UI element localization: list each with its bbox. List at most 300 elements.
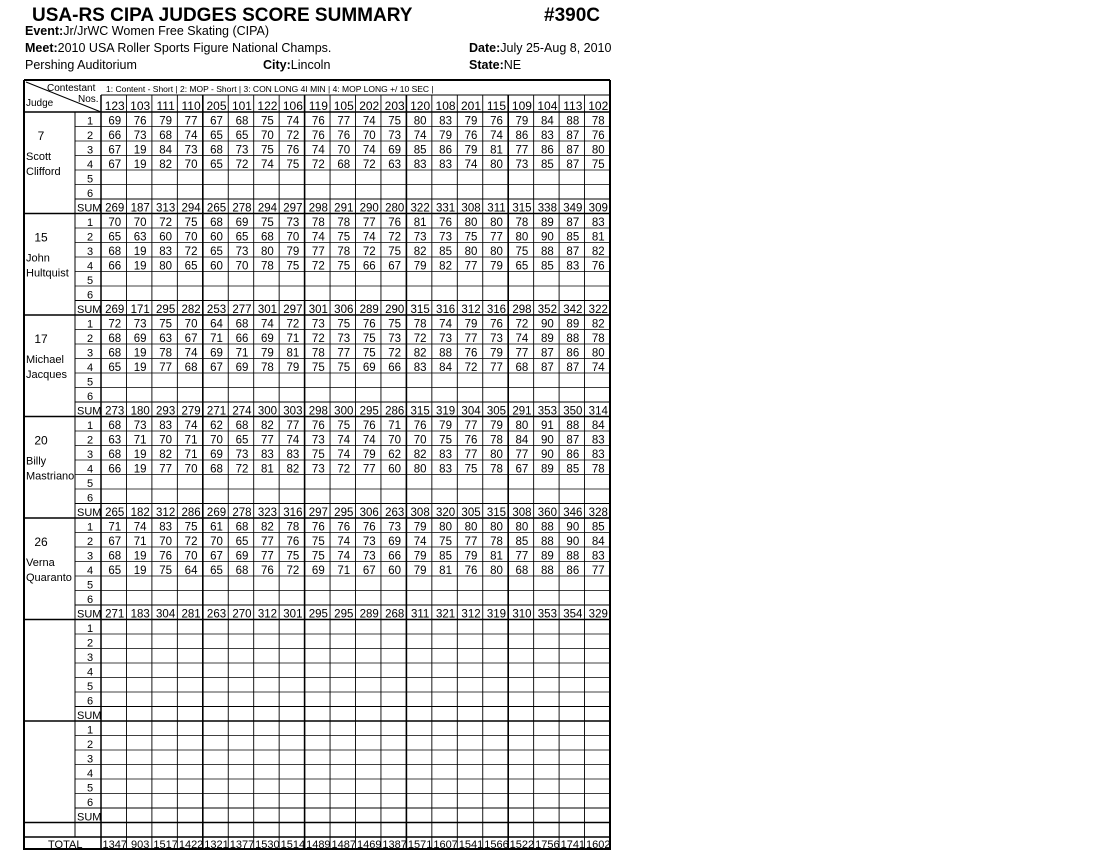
score-cell: 79 (490, 260, 503, 273)
score-cell: 84 (515, 434, 529, 447)
judge-first-name: John (26, 252, 50, 265)
total-label: TOTAL (48, 839, 83, 850)
row-label: 5 (86, 376, 94, 389)
score-cell: 83 (439, 449, 452, 461)
sum-cell: 353 (537, 608, 557, 621)
row-label: 4 (86, 565, 94, 577)
score-cell: 74 (515, 333, 529, 345)
score-cell: 83 (591, 217, 605, 229)
score-cell: 78 (311, 347, 325, 360)
sum-cell: 306 (359, 507, 379, 519)
score-cell: 78 (337, 246, 351, 258)
sum-cell: 322 (410, 202, 430, 215)
total-cell: 1741 (560, 839, 586, 850)
score-cell: 69 (388, 536, 402, 548)
score-cell: 75 (286, 260, 300, 273)
sum-cell: 304 (461, 405, 481, 418)
score-cell: 64 (210, 318, 223, 331)
score-cell: 78 (591, 333, 605, 345)
contestant-number: 104 (537, 99, 558, 113)
sum-cell: 312 (461, 304, 481, 316)
score-cell: 67 (184, 333, 198, 345)
score-cell: 77 (286, 420, 300, 432)
row-label: 6 (86, 188, 94, 200)
score-cell: 76 (464, 347, 478, 360)
score-cell: 65 (108, 231, 122, 244)
score-cell: 87 (566, 434, 580, 447)
sum-cell: 269 (105, 304, 125, 316)
sum-cell: 306 (334, 304, 354, 316)
score-cell: 90 (566, 521, 580, 534)
total-cell: 1387 (382, 839, 407, 850)
score-cell: 67 (210, 362, 223, 374)
sum-cell: 338 (537, 202, 557, 215)
score-cell: 70 (184, 550, 198, 563)
score-cell: 73 (184, 144, 198, 157)
row-label: 1 (86, 115, 94, 128)
score-cell: 84 (540, 115, 554, 128)
score-cell: 81 (490, 144, 503, 157)
row-label: 4 (86, 666, 94, 679)
sum-label: SUM (77, 405, 102, 418)
sum-cell: 315 (410, 304, 430, 316)
score-cell: 60 (210, 260, 223, 273)
score-cell: 76 (311, 420, 325, 432)
sum-cell: 263 (206, 608, 227, 621)
meet-label: Meet: (25, 41, 58, 55)
score-cell: 74 (337, 434, 351, 447)
total-cell: 1487 (331, 839, 357, 850)
score-cell: 68 (108, 333, 122, 345)
judge-number: 26 (34, 535, 48, 549)
score-cell: 80 (591, 347, 605, 360)
score-cell: 19 (133, 246, 147, 258)
row-label: 1 (86, 318, 94, 331)
score-cell: 74 (362, 115, 376, 128)
row-label: 4 (86, 260, 94, 273)
row-label: 1 (86, 724, 94, 737)
sum-cell: 329 (588, 608, 608, 621)
score-cell: 90 (566, 536, 580, 548)
score-cell: 77 (490, 362, 503, 374)
contestant-number: 103 (130, 99, 151, 113)
score-cell: 75 (337, 362, 351, 374)
sum-cell: 304 (156, 608, 176, 621)
score-cell: 75 (311, 449, 325, 461)
score-cell: 83 (159, 420, 173, 432)
score-cell: 68 (235, 565, 249, 577)
score-cell: 77 (362, 217, 376, 229)
score-cell: 79 (413, 550, 427, 563)
row-label: 6 (86, 492, 94, 505)
score-cell: 80 (464, 521, 478, 534)
sum-cell: 300 (334, 405, 354, 418)
score-cell: 76 (413, 420, 427, 432)
score-cell: 71 (388, 420, 402, 432)
sum-cell: 295 (156, 304, 176, 316)
score-cell: 72 (388, 347, 402, 360)
score-cell: 69 (108, 115, 122, 128)
score-cell: 70 (210, 434, 223, 447)
row-label: 2 (86, 637, 94, 650)
score-cell: 69 (388, 144, 402, 157)
total-cell: 1602 (586, 839, 611, 850)
score-cell: 80 (159, 260, 173, 273)
sum-cell: 314 (588, 405, 608, 418)
score-cell: 70 (210, 536, 223, 548)
score-cell: 73 (362, 550, 376, 563)
score-cell: 75 (439, 536, 452, 548)
score-cell: 65 (210, 130, 223, 142)
sum-cell: 265 (206, 202, 227, 215)
score-cell: 77 (515, 550, 529, 563)
sum-cell: 269 (206, 507, 227, 519)
score-cell: 65 (210, 159, 223, 171)
score-cell: 78 (413, 318, 427, 331)
sum-cell: 286 (181, 507, 201, 519)
score-cell: 77 (464, 449, 478, 461)
score-cell: 75 (159, 318, 173, 331)
score-cell: 73 (362, 536, 376, 548)
score-cell: 86 (515, 130, 529, 142)
corner-contestant-label: Contestant (47, 83, 96, 94)
score-cell: 72 (184, 536, 198, 548)
sum-cell: 278 (232, 202, 252, 215)
score-cell: 73 (311, 434, 325, 447)
score-cell: 72 (311, 260, 325, 273)
score-cell: 86 (566, 347, 580, 360)
row-label: 1 (86, 420, 94, 432)
score-cell: 73 (439, 333, 452, 345)
sum-cell: 349 (563, 202, 583, 215)
city-label: City: (263, 58, 291, 72)
score-cell: 88 (439, 347, 452, 360)
score-cell: 80 (515, 231, 529, 244)
sum-cell: 319 (435, 405, 456, 418)
score-cell: 65 (235, 130, 249, 142)
score-cell: 85 (439, 550, 452, 563)
score-cell: 75 (261, 144, 274, 157)
score-cell: 80 (490, 217, 503, 229)
sum-cell: 320 (435, 507, 456, 519)
sum-cell: 268 (385, 608, 405, 621)
sum-cell: 171 (130, 304, 150, 316)
sum-cell: 322 (588, 304, 608, 316)
sum-cell: 321 (435, 608, 456, 621)
sum-cell: 270 (232, 608, 252, 621)
sum-cell: 311 (487, 202, 506, 215)
score-cell: 69 (235, 550, 249, 563)
score-cell: 19 (133, 159, 147, 171)
row-label: 4 (86, 463, 94, 476)
contestant-number: 111 (156, 99, 175, 113)
row-label: 5 (86, 173, 94, 186)
score-cell: 75 (337, 318, 351, 331)
sum-cell: 342 (563, 304, 583, 316)
score-cell: 82 (413, 449, 427, 461)
judge-number: 17 (34, 332, 48, 346)
row-label: 2 (86, 536, 94, 548)
total-cell: 903 (130, 839, 150, 850)
score-cell: 81 (413, 217, 427, 229)
score-cell: 70 (388, 434, 402, 447)
score-cell: 76 (286, 536, 300, 548)
sum-cell: 286 (385, 405, 405, 418)
score-cell: 75 (311, 362, 325, 374)
score-cell: 79 (490, 347, 503, 360)
score-cell: 89 (566, 318, 580, 331)
sum-cell: 265 (105, 507, 125, 519)
sum-cell: 253 (206, 304, 227, 316)
score-cell: 70 (362, 130, 376, 142)
sum-cell: 289 (359, 304, 379, 316)
total-cell: 1566 (484, 839, 509, 850)
score-cell: 84 (439, 362, 452, 374)
score-cell: 72 (311, 333, 325, 345)
score-cell: 83 (439, 159, 452, 171)
sum-cell: 313 (156, 202, 176, 215)
score-cell: 80 (490, 565, 503, 577)
score-cell: 75 (261, 217, 274, 229)
score-cell: 81 (286, 347, 300, 360)
sum-cell: 316 (486, 304, 507, 316)
score-cell: 68 (210, 463, 223, 476)
contestant-number: 102 (588, 99, 609, 113)
sum-cell: 301 (257, 304, 278, 316)
score-cell: 79 (413, 521, 427, 534)
score-cell: 70 (413, 434, 427, 447)
sum-cell: 308 (461, 202, 481, 215)
score-cell: 69 (133, 333, 147, 345)
score-cell: 79 (413, 260, 427, 273)
score-cell: 77 (591, 565, 605, 577)
score-cell: 89 (540, 550, 554, 563)
score-cell: 69 (235, 362, 249, 374)
total-cell: 1607 (433, 839, 458, 850)
score-cell: 80 (261, 246, 274, 258)
total-cell: 1517 (153, 839, 178, 850)
score-cell: 74 (337, 550, 351, 563)
score-cell: 66 (235, 333, 249, 345)
score-cell: 75 (337, 260, 351, 273)
row-label: 1 (86, 521, 94, 534)
score-cell: 73 (235, 246, 249, 258)
score-cell: 75 (184, 521, 198, 534)
score-cell: 82 (261, 521, 274, 534)
score-cell: 63 (133, 231, 147, 244)
score-cell: 19 (133, 565, 147, 577)
sum-cell: 316 (435, 304, 456, 316)
total-cell: 1756 (535, 839, 560, 850)
score-cell: 67 (362, 565, 376, 577)
sum-cell: 298 (512, 304, 532, 316)
score-cell: 79 (286, 362, 300, 374)
row-label: 3 (86, 550, 94, 563)
sum-cell: 360 (537, 507, 557, 519)
score-cell: 60 (210, 231, 223, 244)
sum-cell: 305 (486, 405, 507, 418)
score-cell: 87 (540, 362, 554, 374)
sum-label: SUM (77, 608, 102, 621)
row-label: 1 (86, 623, 94, 635)
score-cell: 82 (261, 420, 274, 432)
score-cell: 88 (566, 333, 580, 345)
score-cell: 19 (133, 463, 147, 476)
score-cell: 62 (388, 449, 402, 461)
score-cell: 88 (566, 115, 580, 128)
score-cell: 68 (515, 362, 529, 374)
score-cell: 76 (464, 130, 478, 142)
score-cell: 76 (133, 115, 147, 128)
score-cell: 70 (133, 217, 147, 229)
score-cell: 65 (235, 231, 249, 244)
score-cell: 73 (388, 130, 402, 142)
row-label: 6 (86, 289, 94, 302)
sum-cell: 271 (105, 608, 125, 621)
sum-cell: 312 (461, 608, 481, 621)
score-cell: 76 (591, 130, 605, 142)
score-cell: 69 (235, 217, 249, 229)
score-cell: 90 (540, 231, 554, 244)
row-label: 3 (86, 144, 94, 157)
row-label: 3 (86, 652, 94, 664)
sum-cell: 180 (130, 405, 150, 418)
score-cell: 74 (286, 434, 300, 447)
score-cell: 71 (286, 333, 300, 345)
total-cell: 1489 (306, 839, 331, 850)
score-cell: 72 (286, 318, 300, 331)
score-cell: 88 (566, 420, 580, 432)
score-cell: 83 (591, 449, 605, 461)
score-cell: 74 (439, 318, 452, 331)
score-cell: 80 (413, 115, 427, 128)
score-cell: 73 (133, 130, 147, 142)
score-cell: 66 (108, 130, 122, 142)
sum-label: SUM (77, 507, 102, 519)
form-title: USA-RS CIPA JUDGES SCORE SUMMARY (32, 5, 413, 26)
score-cell: 83 (159, 521, 173, 534)
score-cell: 82 (413, 246, 427, 258)
score-cell: 84 (591, 420, 605, 432)
score-cell: 19 (133, 347, 147, 360)
sum-cell: 183 (130, 608, 150, 621)
score-cell: 73 (388, 333, 402, 345)
score-cell: 88 (540, 565, 554, 577)
sum-cell: 291 (334, 202, 354, 215)
row-label: 4 (86, 768, 94, 780)
score-cell: 65 (515, 260, 529, 273)
total-cell: 1347 (102, 839, 127, 850)
score-cell: 76 (311, 130, 325, 142)
score-cell: 79 (439, 420, 452, 432)
score-cell: 86 (540, 144, 554, 157)
score-cell: 72 (362, 159, 376, 171)
sum-cell: 294 (257, 202, 278, 215)
score-cell: 78 (591, 463, 605, 476)
score-cell: 76 (464, 434, 478, 447)
sum-label: SUM (77, 811, 102, 824)
sum-cell: 277 (232, 304, 252, 316)
score-cell: 75 (286, 159, 300, 171)
row-label: 6 (86, 797, 94, 809)
score-cell: 77 (515, 347, 529, 360)
date-value: July 25-Aug 8, 2010 (500, 41, 612, 55)
row-label: 2 (86, 739, 94, 751)
score-cell: 85 (439, 246, 452, 258)
score-cell: 72 (337, 463, 351, 476)
total-cell: 1514 (280, 839, 306, 850)
score-cell: 85 (566, 231, 580, 244)
judge-last-name: Jacques (26, 369, 67, 381)
event-value: Jr/JrWC Women Free Skating (CIPA) (63, 24, 270, 38)
sum-cell: 295 (308, 608, 328, 621)
score-cell: 69 (261, 333, 274, 345)
score-cell: 70 (235, 260, 249, 273)
score-cell: 80 (490, 521, 503, 534)
score-cell: 89 (540, 333, 554, 345)
sum-cell: 311 (410, 608, 430, 621)
contestant-number: 120 (410, 99, 431, 113)
total-cell: 1422 (178, 839, 204, 850)
total-cell: 1522 (509, 839, 535, 850)
score-cell: 81 (490, 550, 503, 563)
sum-cell: 301 (283, 608, 303, 621)
score-cell: 77 (337, 347, 351, 360)
score-cell: 71 (337, 565, 351, 577)
score-cell: 70 (337, 144, 351, 157)
score-cell: 67 (210, 550, 223, 563)
score-cell: 72 (235, 159, 249, 171)
score-cell: 72 (413, 333, 427, 345)
sum-cell: 182 (130, 507, 150, 519)
score-cell: 83 (591, 434, 605, 447)
score-cell: 75 (515, 246, 529, 258)
sum-cell: 310 (512, 608, 532, 621)
contestant-number: 105 (333, 99, 354, 113)
score-cell: 76 (311, 521, 325, 534)
score-cell: 70 (184, 318, 198, 331)
row-label: 5 (86, 275, 94, 287)
score-cell: 68 (108, 347, 122, 360)
score-cell: 74 (133, 521, 147, 534)
venue: Pershing Auditorium (25, 58, 137, 72)
sum-cell: 315 (486, 507, 507, 519)
score-cell: 72 (515, 318, 529, 331)
score-cell: 72 (286, 130, 300, 142)
score-cell: 75 (159, 565, 173, 577)
score-cell: 82 (159, 449, 173, 461)
score-cell: 76 (439, 217, 452, 229)
sum-cell: 353 (537, 405, 557, 418)
score-cell: 70 (184, 231, 198, 244)
score-cell: 65 (210, 246, 223, 258)
score-cell: 83 (439, 463, 452, 476)
score-cell: 70 (286, 231, 300, 244)
row-label: 5 (86, 681, 94, 693)
score-cell: 75 (439, 434, 452, 447)
score-cell: 68 (337, 159, 351, 171)
score-cell: 77 (464, 333, 478, 345)
row-label: 5 (86, 782, 94, 795)
score-cell: 75 (261, 115, 274, 128)
score-cell: 77 (515, 449, 529, 461)
score-cell: 81 (591, 231, 605, 244)
sum-label: SUM (77, 710, 102, 722)
score-cell: 70 (184, 463, 198, 476)
sum-cell: 263 (385, 507, 405, 519)
judge-last-name: Hultquist (26, 267, 69, 280)
row-label: 2 (86, 434, 94, 447)
